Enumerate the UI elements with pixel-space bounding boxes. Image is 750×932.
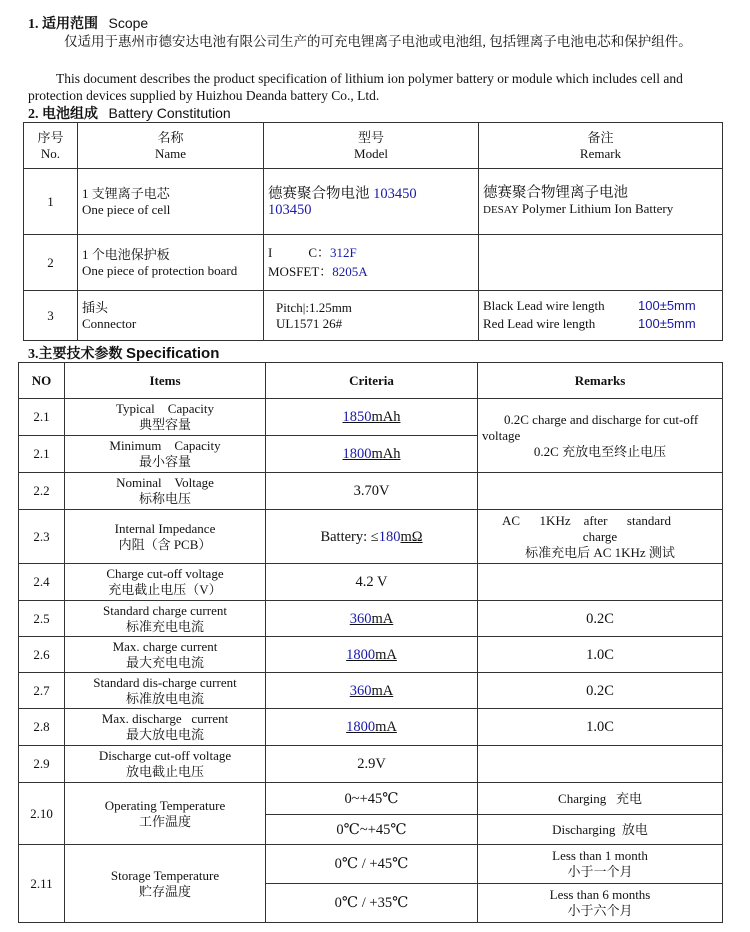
spec-no: 2.7	[19, 673, 65, 709]
spec-item: Internal Impedance 内阻（含 PCB）	[65, 510, 266, 564]
spec-item: Typical Capacity 典型容量	[65, 399, 266, 436]
header-criteria: Criteria	[266, 363, 478, 399]
spec-no: 2.5	[19, 601, 65, 637]
spec-no: 2.1	[19, 399, 65, 436]
spec-criteria: 360mA	[266, 601, 478, 637]
section-1-title-en: Scope	[108, 15, 149, 31]
table-row	[24, 291, 723, 341]
spec-remark: Less than 1 month 小于一个月	[478, 845, 723, 884]
spec-row	[19, 510, 723, 564]
spec-row	[19, 673, 723, 709]
spec-item: Operating Temperature 工作温度	[65, 783, 266, 845]
header-items: Items	[65, 363, 266, 399]
spec-row	[19, 637, 723, 673]
spec-item: Standard charge current 标准充电电流	[65, 601, 266, 637]
row-no: 1	[24, 169, 78, 235]
section-2-title-cn: 2. 电池组成	[28, 107, 98, 122]
spec-row	[19, 399, 723, 436]
spec-item: Max. charge current 最大充电电流	[65, 637, 266, 673]
spec-item: Standard dis-charge current 标准放电电流	[65, 673, 266, 709]
spec-criteria: 1800mAh	[266, 436, 478, 473]
spec-row	[19, 746, 723, 783]
row-name: 1 支锂离子电芯 One piece of cell	[78, 169, 264, 235]
spec-no: 2.9	[19, 746, 65, 783]
header-remark: 备注 Remark	[479, 123, 723, 169]
scope-paragraph-en: This document describes the product specification of lithium ion polymer battery or module which includes cell and protection devices supplied by Huizhou Deanda battery Co., Ltd.	[28, 71, 683, 103]
spec-remark	[478, 746, 723, 783]
spec-remark: AC 1KHz after standard charge 标准充电后 AC 1KHz 测试	[478, 510, 723, 564]
spec-criteria: 0℃~+45℃	[266, 815, 478, 845]
spec-criteria: 0~+45℃	[266, 783, 478, 815]
spec-criteria: 1850mAh	[266, 399, 478, 436]
spec-criteria: 4.2 V	[266, 564, 478, 601]
spec-no: 2.10	[19, 783, 65, 845]
section-3-title-en: Specification	[126, 345, 220, 362]
spec-criteria: 1800mA	[266, 637, 478, 673]
spec-criteria: 0℃ / +45℃	[266, 845, 478, 884]
table-row	[24, 169, 723, 235]
header-remarks: Remarks	[478, 363, 723, 399]
spec-item: Max. discharge current 最大放电电流	[65, 709, 266, 746]
spec-no: 2.11	[19, 845, 65, 923]
spec-no: 2.4	[19, 564, 65, 601]
spec-item: Discharge cut-off voltage 放电截止电压	[65, 746, 266, 783]
row-remark: 德赛聚合物锂离子电池 DESAY Polymer Lithium Ion Battery	[479, 169, 723, 235]
table-header-row	[24, 123, 723, 169]
spec-item: Minimum Capacity 最小容量	[65, 436, 266, 473]
spec-row	[19, 564, 723, 601]
spec-no: 2.1	[19, 436, 65, 473]
specification-table	[18, 362, 723, 923]
spec-no: 2.6	[19, 637, 65, 673]
table-row	[24, 235, 723, 291]
spec-remark	[478, 564, 723, 601]
spec-remark: 1.0C	[478, 637, 723, 673]
row-name: 插头 Connector	[78, 291, 264, 341]
spec-criteria: Battery: ≤180mΩ	[266, 510, 478, 564]
spec-row	[19, 709, 723, 746]
spec-item: Storage Temperature 贮存温度	[65, 845, 266, 923]
spec-remark-capacity: 0.2C charge and discharge for cut-off voltage 0.2C 充放电至终止电压	[478, 399, 723, 473]
row-model: 德赛聚合物电池 103450 103450	[264, 169, 479, 235]
spec-criteria: 1800mA	[266, 709, 478, 746]
spec-remark	[478, 473, 723, 510]
row-remark: Black Lead wire length 100±5mm Red Lead wire length 100±5mm	[479, 291, 723, 341]
spec-no: 2.3	[19, 510, 65, 564]
header-model: 型号 Model	[264, 123, 479, 169]
spec-remark: Charging 充电	[478, 783, 723, 815]
spec-no: 2.8	[19, 709, 65, 746]
spec-row	[19, 473, 723, 510]
spec-row	[19, 845, 723, 884]
spec-criteria: 360mA	[266, 673, 478, 709]
row-no: 3	[24, 291, 78, 341]
row-model: I C：312F MOSFET：8205A	[264, 235, 479, 291]
header-name: 名称 Name	[78, 123, 264, 169]
section-3-title-cn: 3.主要技术参数	[28, 347, 123, 362]
spec-criteria: 3.70V	[266, 473, 478, 510]
spec-no: 2.2	[19, 473, 65, 510]
row-model: Pitch|:1.25mm UL1571 26#	[264, 291, 479, 341]
battery-constitution-table	[23, 122, 723, 341]
spec-criteria: 2.9V	[266, 746, 478, 783]
spec-item: Charge cut-off voltage 充电截止电压（V）	[65, 564, 266, 601]
spec-row	[19, 601, 723, 637]
spec-remark: 0.2C	[478, 673, 723, 709]
header-no: NO	[19, 363, 65, 399]
row-remark	[479, 235, 723, 291]
spec-remark: 1.0C	[478, 709, 723, 746]
spec-header-row	[19, 363, 723, 399]
spec-row	[19, 783, 723, 815]
section-2-title-en: Battery Constitution	[108, 105, 231, 121]
spec-item: Nominal Voltage 标称电压	[65, 473, 266, 510]
spec-remark: 0.2C	[478, 601, 723, 637]
header-no: 序号 No.	[24, 123, 78, 169]
spec-criteria: 0℃ / +35℃	[266, 884, 478, 923]
spec-remark: Discharging 放电	[478, 815, 723, 845]
row-name: 1 个电池保护板 One piece of protection board	[78, 235, 264, 291]
spec-remark: Less than 6 months 小于六个月	[478, 884, 723, 923]
section-1-title-cn: 1. 适用范围	[28, 17, 98, 32]
section-1-title	[28, 13, 148, 33]
section-2-title	[28, 103, 231, 123]
scope-paragraph-cn: 仅适用于惠州市德安达电池有限公司生产的可充电锂离子电池或电池组, 包括锂离子电池电芯和保护组件。	[64, 34, 692, 49]
section-3-title	[28, 343, 219, 363]
row-no: 2	[24, 235, 78, 291]
